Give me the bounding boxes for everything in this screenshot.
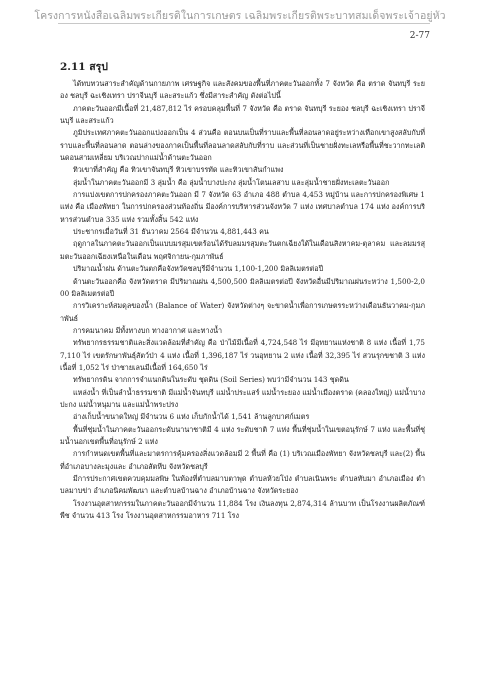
page-number: 2-77 (409, 31, 430, 41)
paragraph: มีการประกาศเขตควบคุมมลพิษ ในท้องที่ตำบลมาบตาพุด ตำบลห้วยโป่ง ตำบลเนินพระ ตำบลทับมา อำเภอเมือง ตำบลมาบข่า อำเภอนิคมพัฒนา และตำบลบ้านฉาง อำเภอบ้านฉาง จังหวัดระยอง (60, 474, 425, 496)
paragraph: ฤดูกาลในภาคตะวันออกเป็นแบบมรสุมเขตร้อนได้รับลมมรสุมตะวันตกเฉียงใต้ในเดือนสิงหาคม-ตุลาคม และลมมรสุมตะวันออกเฉียงเหนือในเดือน พฤศจิกายน-กุมภาพันธ์ (60, 239, 425, 261)
paragraph: ทรัพยากรธรรมชาติและสิ่งแวดล้อมที่สำคัญ คือ ป่าไม้มีเนื้อที่ 4,724,548 ไร่ มีอุทยานแห่งชาติ 8 แห่ง เนื้อที่ 1,757,110 ไร่ เขตรักษาพันธุ์สัตว์ป่า 4 แห่ง เนื้อที่ 1,396,187 ไร่ วนอุทยาน 2 แห่ง เนื้อที่ 32,395 ไร่ สวนรุกขชาติ 3 แห่ง เนื้อที่ 1,052 ไร่ ป่าชายเลนมีเนื้อที่ 164,650 ไร่ (60, 338, 425, 372)
paragraph: ได้ทบทวนสาระสำคัญด้านกายภาพ เศรษฐกิจ และสังคมของพื้นที่ภาคตะวันออกทั้ง 7 จังหวัด คือ ตราด จันทบุรี ระยอง ชลบุรี ฉะเชิงเทรา ปราจีนบุรี และสระแก้ว ซึ่งมีสาระสำคัญ ดังต่อไปนี้ (60, 79, 425, 101)
paragraph: ปริมาณน้ำฝน ด้านตะวันตกคือจังหวัดชลบุรีมีจำนวน 1,100-1,200 มิลลิเมตรต่อปี (73, 264, 324, 274)
section-content (60, 60, 425, 522)
paragraph: ด้านตะวันออกคือ จังหวัดตราด มีปริมาณฝน 4,500,500 มิลลิเมตรต่อปี จังหวัดอื่นมีปริมาณฝนระหว่าง 1,500-2,000 มิลลิเมตรต่อปี (60, 276, 425, 298)
paragraph: ภาคตะวันออกมีเนื้อที่ 21,487,812 ไร่ ครอบคลุมพื้นที่ 7 จังหวัด คือ ตราด จันทบุรี ระยอง ชลบุรี ฉะเชิงเทรา ปราจีนบุรี และสระแก้ว (60, 103, 425, 126)
section-title: 2.11 สรุป (60, 61, 108, 73)
header-divider (58, 23, 430, 24)
paragraph: ลุ่มน้ำในภาคตะวันออกมี 3 ลุ่มน้ำ คือ ลุ่มน้ำบางปะกง ลุ่มน้ำโตนเลสาบ และลุ่มน้ำชายฝั่งทะเลตะวันออก (73, 177, 390, 187)
paragraph: ประชากรเมื่อวันที่ 31 ธันวาคม 2564 มีจำนวน 4,881,443 คน (73, 227, 269, 237)
paragraph: ภูมิประเทศภาคตะวันออกแบ่งออกเป็น 4 ส่วนคือ ตอนบนเป็นที่ราบและพื้นที่ลอนลาดอยู่ระหว่างเทือกเขาสูงสลับกับที่ราบและพื้นที่ลอนลาด ตอนล่างของภาคเป็นพื้นที่ลอนลาดสลับกับที่ราบ และส่วนที่เป็นชายฝั่งทะเลหรือพื้นที่ชะวากทะเลตินดอนสามเหลี่ยม บริเวณปากแม่น้ำด้านตะวันออก (60, 128, 425, 163)
paragraph: การวิเคราะห์สมดุลของน้ำ (Balance of Water) จังหวัดต่างๆ จะขาดน้ำเพื่อการเกษตรระหว่างเดือนธันวาคม-กุมภาพันธ์ (60, 301, 425, 323)
paragraph: แหล่งน้ำ ที่เป็นลำน้ำธรรมชาติ มีแม่น้ำจันทบุรี แม่น้ำประแสร์ แม่น้ำระยอง แม่น้ำเมืองตราด (คลองใหญ่) แม่น้ำบางปะกง แม่น้ำหนุมาน และแม่น้ำพระปรง (60, 387, 425, 409)
paragraph: การคมนาคม มีทั้งทางบก ทางอากาศ และทางน้ำ (73, 325, 223, 335)
header-title: โครงการหนังสือเฉลิมพระเกียรติในการเกษตร เฉลิมพระเกียรติพระบาทสมเด็จพระเจ้าอยู่หัว (34, 10, 446, 22)
paragraph: โรงงานอุตสาหกรรมในภาคตะวันออกมีจำนวน 11,884 โรง เงินลงทุน 2,874,314 ล้านบาท เป็นโรงงานผลิตภัณฑ์พืช จำนวน 413 โรง โรงงานอุตสาหกรรมอาหาร 711 โรง (60, 498, 425, 521)
paragraph: การกำหนดเขตพื้นที่และมาตรการคุ้มครองสิ่งแวดล้อมมี 2 พื้นที่ คือ (1) บริเวณเมืองพัทยา จังหวัดชลบุรี และ(2) พื้นที่อำเภอบางละมุงและ อำเภอสัตหีบ จังหวัดชลบุรี (60, 449, 425, 471)
paragraph: อ่างเก็บน้ำขนาดใหญ่ มีจำนวน 6 แห่ง เก็บกักน้ำได้ 1,541 ล้านลูกบาศก์เมตร (73, 412, 310, 422)
paragraph: ทรัพยากรดิน จากการจำแนกดินในระดับ ชุดดิน (Soil Series) พบว่ามีจำนวน 143 ชุดดิน (73, 375, 349, 385)
paragraph: ทิวเขาที่สำคัญ คือ ทิวเขาจันทบุรี ทิวเขาบรรทัด และทิวเขาสันกำแพง (73, 165, 284, 175)
paragraph: พื้นที่ชุ่มน้ำในภาคตะวันออกระดับนานาชาติมี 4 แห่ง ระดับชาติ 7 แห่ง พื้นที่ชุ่มน้ำในเขตอนุรักษ์ 7 แห่ง และพื้นที่ชุ่มน้ำนอกเขตพื้นที่อนุรักษ์ 2 แห่ง (60, 424, 425, 446)
paragraph: การแบ่งเขตการปกครองภาคตะวันออก มี 7 จังหวัด 63 อำเภอ 488 ตำบล 4,453 หมู่บ้าน และการปกครองพิเศษ 1 แห่ง คือ เมืองพัทยา ในการปกครองส่วนท้องถิ่น มีองค์การบริหารส่วนจังหวัด 7 แห่ง เทศบาลตำบล 174 แห่ง องค์การบริหารส่วนตำบล 335 แห่ง รวมทั้งสิ้น 542 แห่ง (60, 190, 425, 224)
